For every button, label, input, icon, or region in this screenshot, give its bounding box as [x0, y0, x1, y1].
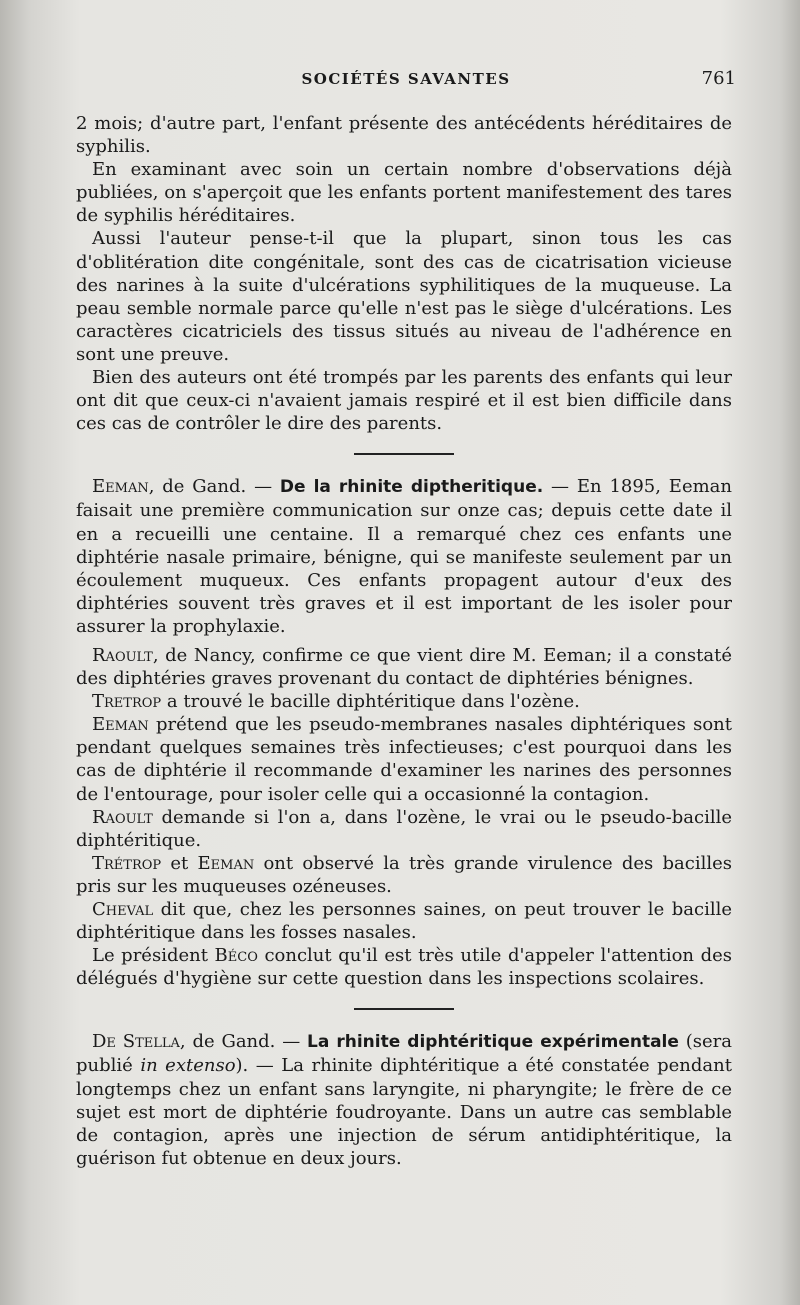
section-divider	[354, 1008, 454, 1010]
author-name: Béco	[214, 945, 258, 967]
section-divider	[354, 453, 454, 455]
author-name: Trétrop	[92, 852, 162, 874]
paragraph-text: (sera publié	[76, 1031, 732, 1077]
author-name: Raoult	[92, 644, 153, 666]
paragraph: Aussi l'auteur pense-t-il que la plupart, sinon tous les cas d'oblitération dite congénitale, sont des cas de cicatrisation vicieuse des narines à la suite d'ulcérations syphilitiques de la muqueuse. La peau semble normale parce qu'elle n'est pas le siège d'ulcérations. Les caractères cicatriciels des tissus situés au niveau de l'adhérence en sont une preuve.	[76, 228, 732, 365]
paragraph-text: demande si l'on a, dans l'ozène, le vrai ou le pseudo-bacille diphtéritique.	[76, 806, 732, 851]
author-name: Eeman	[92, 476, 149, 498]
running-title: SOCIÉTÉS SAVANTES	[301, 70, 511, 88]
paragraph-de-stella	[76, 1030, 732, 1170]
author-name: Eeman	[197, 852, 255, 874]
author-name: Eeman	[92, 714, 149, 736]
paragraph-eeman	[76, 475, 732, 638]
paragraph-beco	[76, 944, 732, 990]
italic-phrase: in extenso	[140, 1055, 236, 1077]
paragraph: Bien des auteurs ont été trompés par les parents des enfants qui leur ont dit que ceux-ci n'avaient jamais respiré et il est bien difficile dans ces cas de contrôler le dire des parents.	[76, 367, 732, 435]
conjunction: et	[161, 852, 198, 874]
paragraph-cheval	[76, 898, 732, 944]
paragraph-text: ). — La rhinite diphtéritique a été constatée pendant longtemps chez un enfant sans laryngite, ni pharyngite; le frère de ce sujet est mort de diphtérie foudroyante. Dans un autre cas semblable de contagion, après une injection de sérum antidiphtéritique, la guérison fut obtenue en deux jours.	[76, 1055, 732, 1169]
paragraph-raoult	[76, 644, 732, 690]
author-name: Cheval	[92, 899, 154, 920]
body-text	[76, 112, 732, 1170]
paragraph: En examinant avec soin un certain nombre d'observations déjà publiées, on s'aperçoit que les enfants portent manifestement des tares de syphilis héréditaires.	[76, 159, 732, 227]
author-name: De Stella	[92, 1031, 180, 1053]
paper-title: La rhinite diphtéritique expérimentale	[307, 1032, 679, 1053]
affiliation: , de Gand. —	[179, 1031, 308, 1053]
paragraph-text: a trouvé le bacille diphtéritique dans l'ozène.	[161, 691, 580, 713]
affiliation: , de Gand. —	[148, 476, 280, 498]
paper-title: De la rhinite diptheritique.	[279, 477, 544, 498]
paragraph-text: , de Nancy, confirme ce que vient dire M. Eeman; il a constaté des diphtéries graves provenant du contact de diphtéries bénignes.	[76, 644, 732, 690]
paragraph-text: conclut qu'il est très utile d'appeler l'attention des délégués d'hygiène sur cette question dans les inspections scolaires.	[76, 945, 732, 990]
paragraph-tretrop-eeman	[76, 852, 732, 898]
paragraph-text: dit que, chez les personnes saines, on peut trouver le bacille diphtéritique dans les fosses nasales.	[76, 899, 732, 944]
running-header	[76, 70, 736, 96]
paragraph: 2 mois; d'autre part, l'enfant présente des antécédents héréditaires de syphilis.	[76, 113, 732, 158]
paragraph-text: ont observé la très grande virulence des bacilles pris sur les muqueuses ozéneuses.	[76, 852, 732, 897]
author-name: Raoult	[92, 806, 153, 828]
paragraph-text: Le président	[92, 945, 215, 967]
paragraph-text: prétend que les pseudo-membranes nasales diphtériques sont pendant quelques semaines très infectieuses; c'est pourquoi dans les cas de diphtérie il recommande d'examiner les narines des personnes de l'entourage, pour isoler celle qui a occasionné la contagion.	[76, 714, 732, 805]
paragraph-eeman-2	[76, 713, 732, 805]
paragraph-text: — En 1895, Eeman faisait une première communication sur onze cas; depuis cette date il en a recueilli une centaine. Il a remarqué chez ces enfants une diphtérie nasale primaire, bénigne, qui se manifeste seulement par un écoulement muqueux. Ces enfants propagent autour d'eux des diphtéries souvent très graves et il est important de les isoler pour assurer la prophylaxie.	[76, 476, 732, 637]
author-name: Tretrop	[92, 691, 162, 713]
paragraph-tretrop	[76, 690, 732, 713]
page-number: 761	[701, 68, 736, 89]
paragraph-raoult-2	[76, 806, 732, 852]
